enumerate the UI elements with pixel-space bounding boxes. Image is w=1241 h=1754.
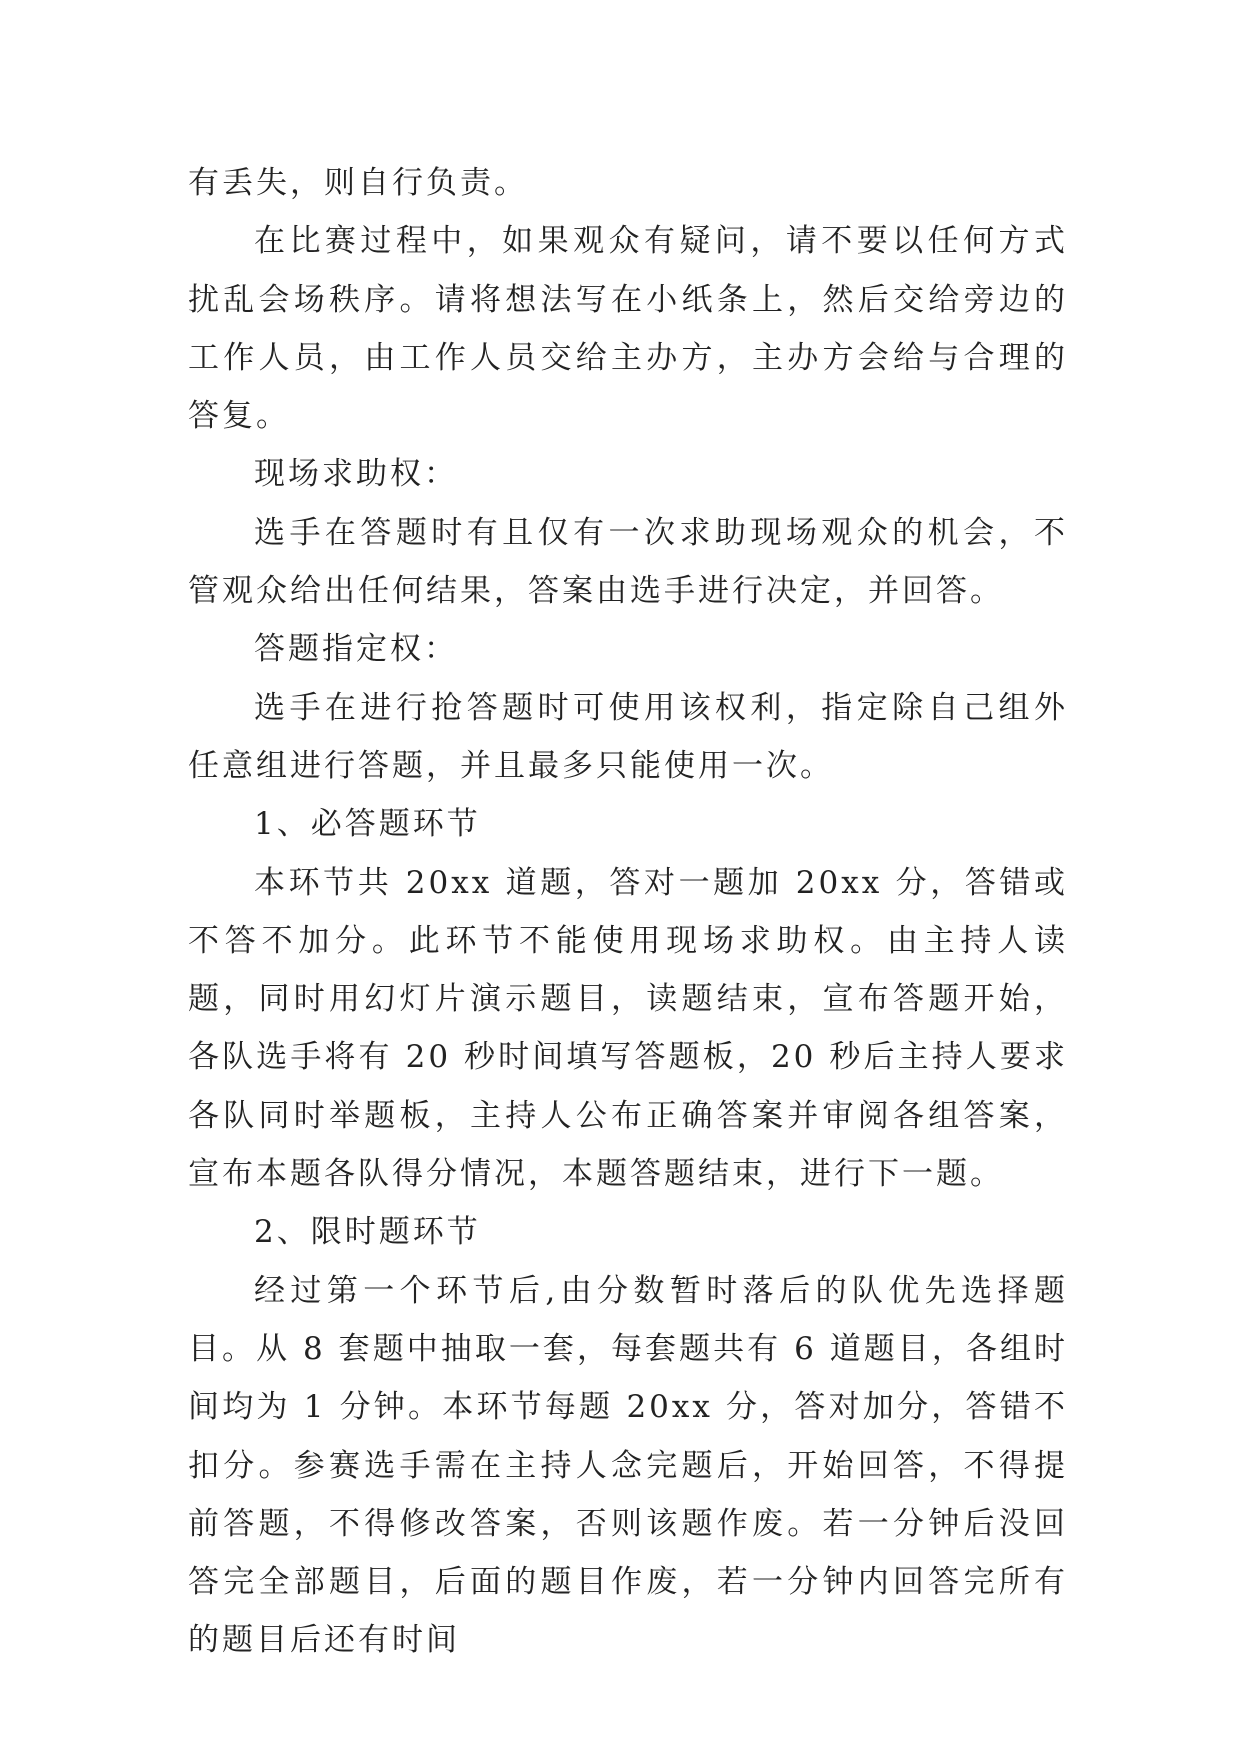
heading-required-round: 1、必答题环节 [254,806,481,843]
document-body [188,154,1068,1670]
heading-audience-help: 现场求助权： [254,456,458,493]
paragraph-continuation: 有丢失，则自行负责。 [188,165,528,201]
heading-timed-round: 2、限时题环节 [254,1214,481,1251]
paragraph-timed-round: 经过第一个环节后,由分数暂时落后的队优先选择题目。从 8 套题中抽取一套，每套题共有 6 道题目，各组时间均为 1 分钟。本环节每题 20xx 分，答对加分，答错不扣分。参赛选手需在主持人念完题后，开始回答，不得提前答题，不得修改答案，否则该题作废。若一分钟后没回答完全部题目，后面的题目作废，若一分钟内回答完所有的题目后还有时间 [188,1272,1068,1659]
paragraph-audience-questions: 在比赛过程中，如果观众有疑问，请不要以任何方式扰乱会场秩序。请将想法写在小纸条上，然后交给旁边的工作人员，由工作人员交给主办方，主办方会给与合理的答复。 [188,223,1068,435]
heading-designate-right: 答题指定权： [254,631,458,668]
paragraph-audience-help: 选手在答题时有且仅有一次求助现场观众的机会，不管观众给出任何结果，答案由选手进行决定，并回答。 [188,514,1068,610]
paragraph-designate-right: 选手在进行抢答题时可使用该权利，指定除自己组外任意组进行答题，并且最多只能使用一次。 [188,689,1068,784]
paragraph-required-round: 本环节共 20xx 道题，答对一题加 20xx 分，答错或不答不加分。此环节不能使用现场求助权。由主持人读题，同时用幻灯片演示题目，读题结束，宣布答题开始，各队选手将有 20 秒时间填写答题板，20 秒后主持人要求各队同时举题板，主持人公布正确答案并审阅各组答案，宣布本题各队得分情况，本题答题结束，进行下一题。 [188,864,1068,1193]
